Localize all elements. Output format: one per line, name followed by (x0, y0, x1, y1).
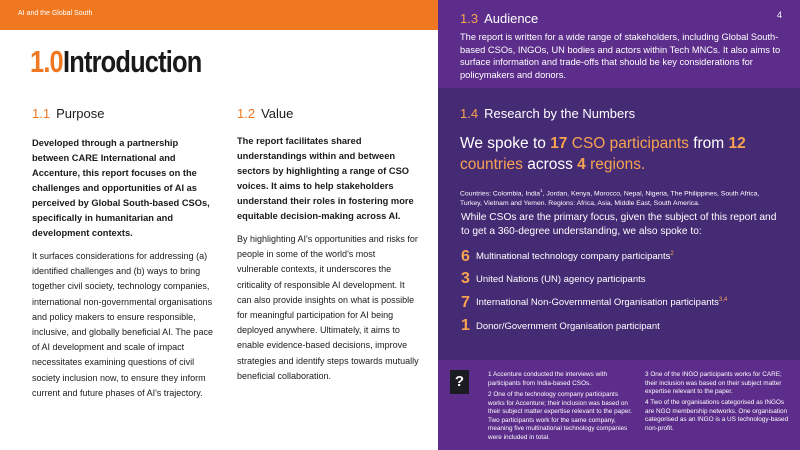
country-count: 12 (728, 135, 746, 152)
purpose-heading (32, 106, 105, 121)
title-text: Introduction (63, 44, 202, 79)
footnote-4: 4 Two of the organisations categorised as INGOs are NGO membership networks. One organisation categorised as an INGO is a US technology-based non-profit. (645, 399, 789, 432)
stat-count: 7 (461, 294, 470, 311)
value-heading (237, 106, 293, 121)
title-number: 1.0 (30, 44, 63, 79)
stat-row-ingo (461, 294, 727, 312)
country-label: countries (460, 156, 523, 173)
value-title: Value (261, 106, 294, 121)
page-title (30, 44, 232, 80)
region-count: 4 (577, 156, 586, 173)
stat-label-wrap (476, 251, 674, 262)
purpose-column (32, 136, 217, 401)
stat-label-wrap (476, 297, 727, 308)
audience-title: Audience (484, 11, 539, 26)
footnote-2: 2 One of the technology company participants works for Accenture; their inclusion was based on their subject matter expertise relevant to the paper. Two participants work for the same company, meaning five multinational technology companies were included in total. (488, 391, 632, 441)
stat-text: We spoke to (460, 135, 551, 152)
stat-count: 6 (461, 248, 470, 265)
value-lead: The report facilitates shared understandings within and between sectors by highlighting a range of CSO voices. It aims to help stakeholders understand their roles in fostering more equitable decision-making across AI. (237, 136, 414, 221)
research-number: 1.4 (460, 106, 479, 121)
stat-label: International Non-Governmental Organisation participants (476, 297, 719, 309)
value-column (237, 134, 419, 384)
footnote-1: 1 Accenture conducted the interviews with participants from India-based CSOs. (488, 371, 608, 387)
stat-label: United Nations (UN) agency participants (476, 273, 646, 285)
stat-row-donor (461, 317, 660, 335)
stat-row-tech (461, 248, 674, 266)
audience-heading (460, 11, 538, 26)
stat-label: Donor/Government Organisation participant (476, 320, 660, 332)
stat-count: 1 (461, 317, 470, 334)
footnote-3: 3 One of the INGO participants works for CARE; their inclusion was based on their subject matter expertise relevant to the paper. (645, 371, 782, 396)
footnote-ref: 2 (670, 251, 674, 258)
stat-text: across (522, 156, 578, 173)
stat-count: 3 (461, 270, 470, 287)
page-number: 4 (776, 10, 782, 20)
purpose-title: Purpose (56, 106, 105, 121)
breadcrumb: AI and the Global South (18, 10, 93, 17)
purpose-body: It surfaces considerations for addressing (a) identified challenges and (b) ways to bring together civil society, technology companies, international non-governmental organisations and policy makers to ensure responsible, inclusive, and globally beneficial AI. The pace of AI development and scale of impact necessitates examining questions of civil society inclusion now, to ensure they inform current and future phases of AI's trajectory. (32, 251, 213, 398)
also-spoke-intro: While CSOs are the primary focus, given the subject of this report and to get a 360-degree understanding, we also spoke to: (461, 212, 777, 237)
stat-row-un (461, 270, 646, 288)
cso-count: 17 (550, 135, 568, 152)
region-label: regions. (585, 156, 646, 173)
audience-number: 1.3 (460, 11, 479, 26)
research-heading (460, 106, 635, 121)
research-title: Research by the Numbers (484, 106, 636, 121)
research-headline-stat (460, 133, 780, 175)
countries-text: Countries: Colombia, India (460, 190, 541, 198)
value-number: 1.2 (237, 106, 256, 121)
countries-text: , Jordan, Kenya, Morocco, Nepal, Nigeria, The Philippines, South Africa, Turkey, Vietnam and Yemen. Regions: Africa, Asia, Middle East, South America. (460, 190, 760, 207)
countries-list (460, 186, 760, 208)
purpose-number: 1.1 (32, 106, 51, 121)
question-icon: ? (450, 370, 469, 394)
stat-text: from (688, 135, 729, 152)
header-bar (0, 0, 438, 30)
footnote-ref: 3,4 (718, 297, 728, 304)
stat-label: Multinational technology company participants (476, 251, 671, 263)
audience-text: The report is written for a wide range of stakeholders, including Global South-based CSOs, INGOs, UN bodies and actors within Tech MNCs. It also aims to surface information and trade-offs that should be key considerations for policymakers and donors. (460, 32, 781, 80)
cso-label: CSO participants (567, 135, 689, 152)
purpose-lead: Developed through a partnership between CARE International and Accenture, this report focuses on the challenges and opportunities of AI as perceived by Global South-based CSOs, specifically in humanitarian and development contexts. (32, 138, 210, 238)
value-body: By highlighting AI's opportunities and risks for people in some of the world's most vulnerable contexts, it underscores the criticality of responsible AI development. It can also provide insights on what is possible for meaningful participation for AI being deployed anywhere. Ultimately, it aims to enable evidence-based decisions, improve strategies and identify steps towards mutually beneficial collaboration. (237, 234, 419, 381)
footnote-ref: 1 (540, 188, 543, 193)
